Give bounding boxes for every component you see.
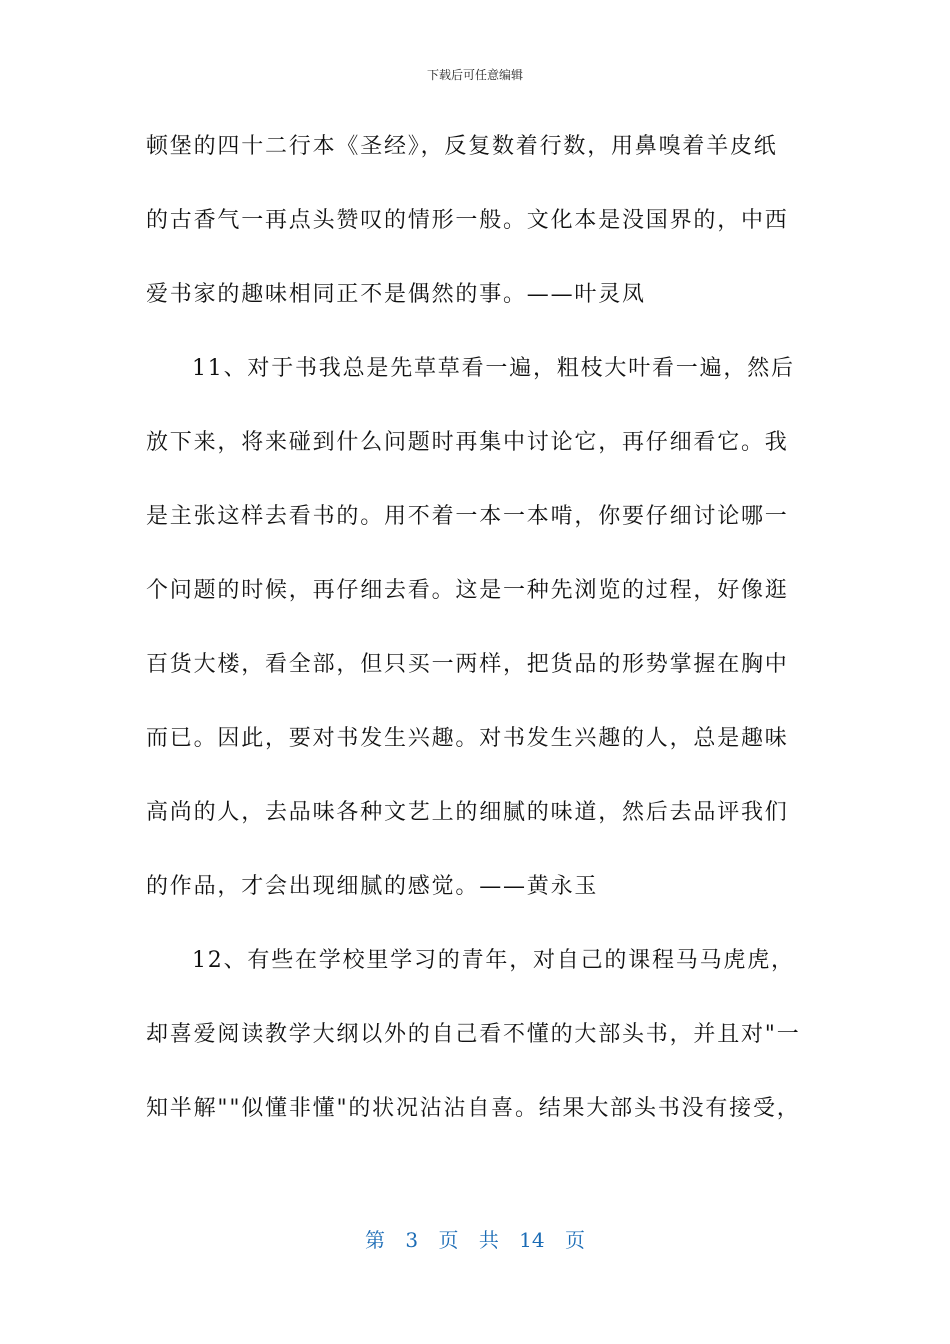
total-page-number: 14: [519, 1228, 545, 1252]
paragraph-11-start: 11、对于书我总是先草草看一遍，粗枝大叶看一遍，然后: [192, 356, 795, 381]
text-line: 知半解""似懂非懂"的状况沾沾自喜。结果大部头书没有接受，: [146, 1096, 801, 1121]
footer-label-gong: 共: [478, 1228, 499, 1252]
text-line: 是主张这样去看书的。用不着一本一本啃，你要仔细讨论哪一: [146, 504, 789, 529]
text-line: 高尚的人，去品味各种文艺上的细腻的味道，然后去品评我们: [146, 800, 789, 825]
text-line: 而已。因此，要对书发生兴趣。对书发生兴趣的人，总是趣味: [146, 726, 789, 751]
text-line: 百货大楼，看全部，但只买一两样，把货品的形势掌握在胸中: [146, 652, 789, 677]
text-line: 的作品，才会出现细腻的感觉。——黄永玉: [146, 874, 599, 899]
footer-label-di: 第: [365, 1228, 385, 1252]
text-line: 爱书家的趣味相同正不是偶然的事。——叶灵凤: [146, 282, 646, 307]
current-page-number: 3: [405, 1228, 419, 1252]
footer-label-ye-end: 页: [564, 1228, 585, 1252]
page-footer: [0, 1224, 950, 1253]
text-line: 却喜爱阅读教学大纲以外的自己看不懂的大部头书，并且对"一: [146, 1022, 801, 1047]
text-line: 的古香气一再点头赞叹的情形一般。文化本是没国界的，中西: [146, 208, 789, 233]
text-line: 个问题的时候，再仔细去看。这是一种先浏览的过程，好像逛: [146, 578, 789, 603]
page-header: 下载后可任意编辑: [426, 68, 523, 82]
body-text: [146, 110, 806, 1146]
text-line: 放下来，将来碰到什么问题时再集中讨论它，再仔细看它。我: [146, 430, 789, 455]
text-line: 顿堡的四十二行本《圣经》，反复数着行数，用鼻嗅着羊皮纸: [146, 134, 778, 159]
paragraph-12-start: 12、有些在学校里学习的青年，对自己的课程马马虎虎，: [192, 948, 795, 973]
footer-label-ye: 页: [438, 1228, 459, 1252]
